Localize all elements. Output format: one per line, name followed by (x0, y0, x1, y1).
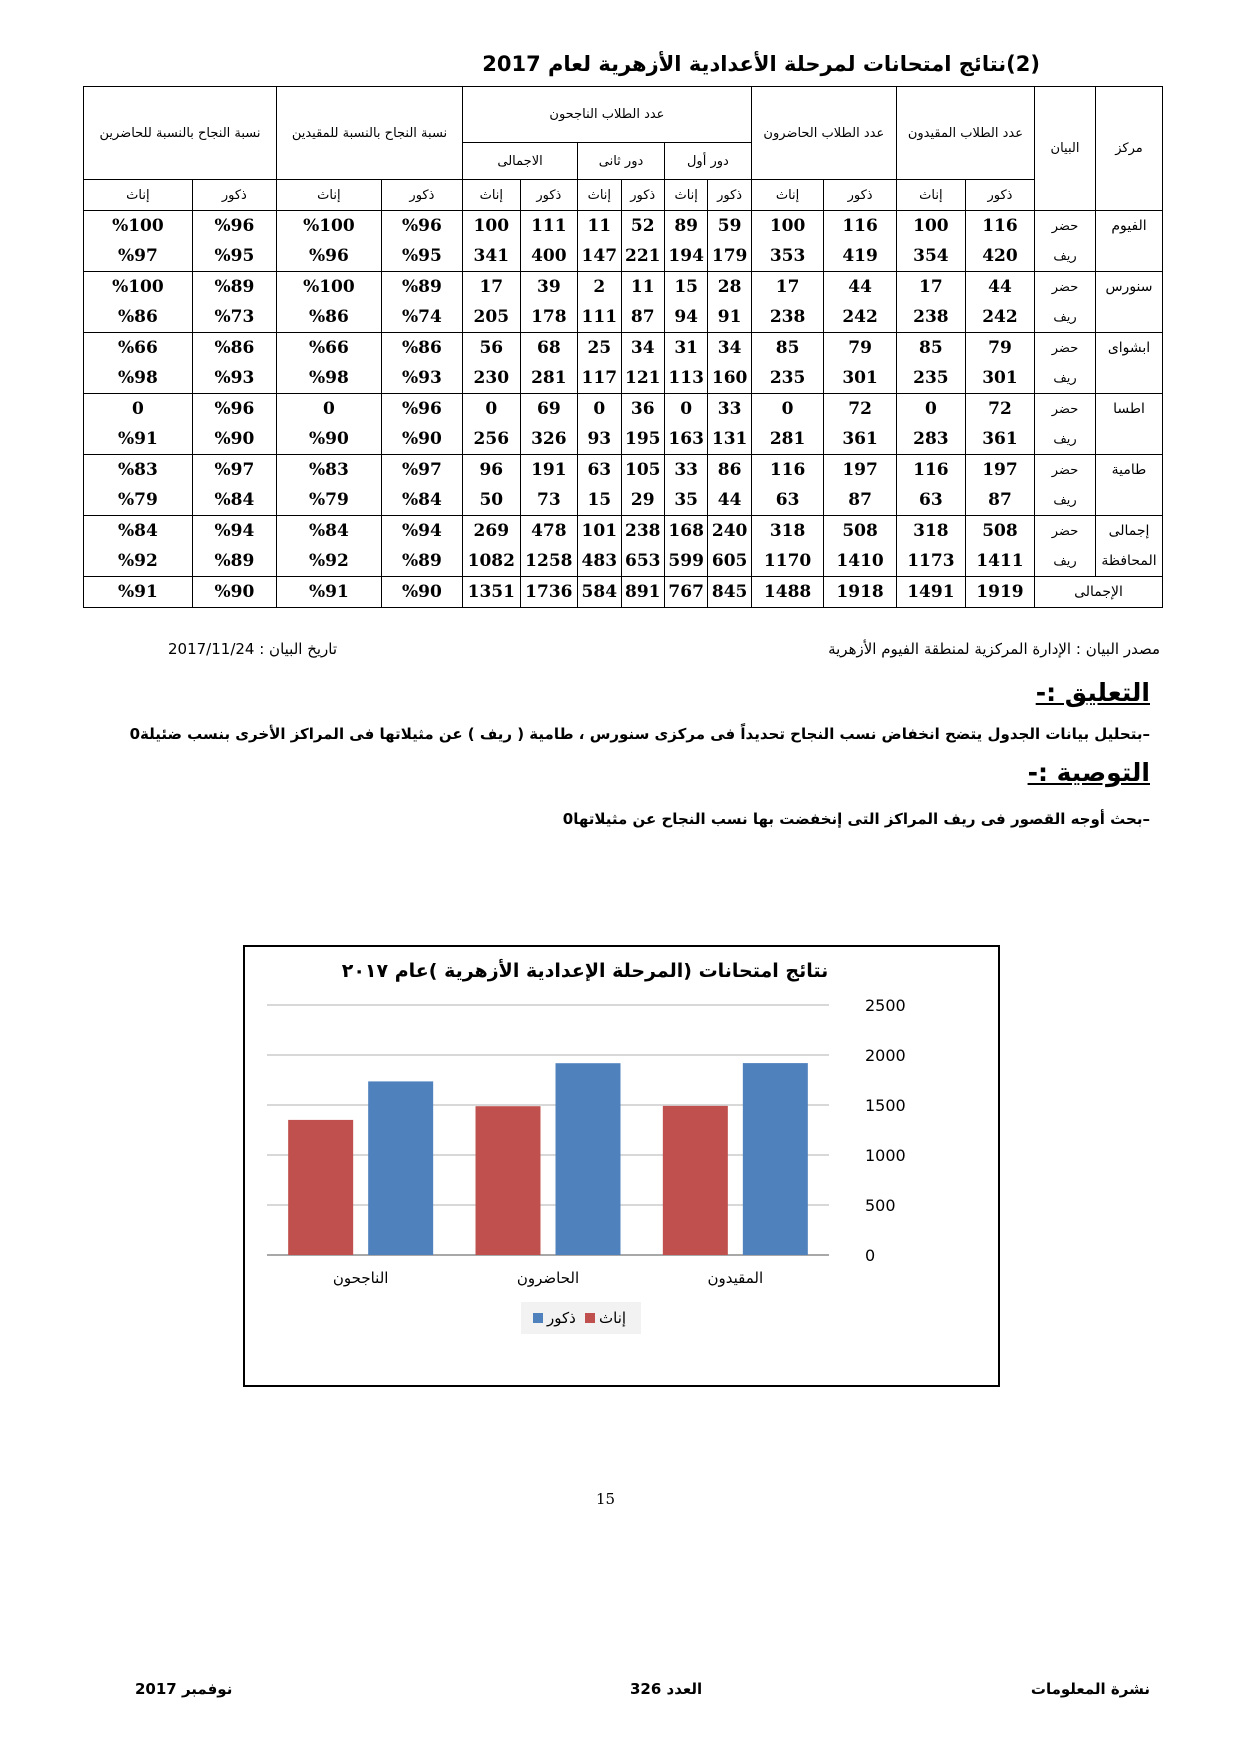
table-cell: %66 (84, 333, 193, 364)
table-cell: 72 (824, 394, 896, 425)
table-cell: 85 (896, 333, 965, 364)
table-cell: 353 (751, 241, 824, 272)
header-round1: دور أول (664, 143, 751, 180)
table-cell: %98 (276, 363, 381, 394)
table-cell: %73 (192, 302, 276, 333)
total-cell: %91 (276, 577, 381, 608)
data-date: تاريخ البيان : 2017/11/24 (168, 640, 338, 658)
table-cell: %93 (381, 363, 462, 394)
total-cell: 1919 (965, 577, 1034, 608)
footer-publication: نشرة المعلومات (1030, 1680, 1150, 1698)
table-cell: 131 (708, 424, 751, 455)
table-cell: 100 (896, 211, 965, 242)
bar-female (288, 1120, 353, 1255)
area-type: حضر (1035, 516, 1096, 547)
table-cell: 79 (965, 333, 1034, 364)
center-name: طامية (1096, 455, 1163, 486)
header-male: ذكور (381, 180, 462, 211)
table-cell: 29 (621, 485, 664, 516)
table-cell: %94 (381, 516, 462, 547)
total-cell: %90 (381, 577, 462, 608)
recommendation-text: –بحث أوجه القصور فى ريف المراكز التى إنخفضت بها نسب النجاح عن مثيلاتها0 (562, 810, 1150, 828)
total-row (84, 577, 1163, 608)
table-row (84, 302, 1163, 333)
table-cell: 116 (896, 455, 965, 486)
x-category-label: المقيدون (707, 1269, 764, 1287)
table-cell: 281 (520, 363, 578, 394)
table-cell: %74 (381, 302, 462, 333)
table-cell: 96 (463, 455, 521, 486)
table-cell: 33 (664, 455, 707, 486)
table-cell: 195 (621, 424, 664, 455)
total-cell: 845 (708, 577, 751, 608)
gender-header-row (84, 180, 1163, 211)
table-cell: 361 (965, 424, 1034, 455)
table-cell: 354 (896, 241, 965, 272)
header-bayan: البيان (1035, 87, 1096, 211)
footer-issue: العدد 326 (630, 1680, 703, 1698)
center-name: ابشواى (1096, 333, 1163, 364)
total-cell: 1488 (751, 577, 824, 608)
header-male: ذكور (520, 180, 578, 211)
header-female: إناث (751, 180, 824, 211)
table-cell: 197 (824, 455, 896, 486)
table-cell: 147 (578, 241, 621, 272)
center-name (1096, 302, 1163, 333)
header-present: عدد الطلاب الحاضرون (751, 87, 896, 180)
table-cell: %66 (276, 333, 381, 364)
table-row (84, 455, 1163, 486)
table-cell: 44 (965, 272, 1034, 303)
y-tick-label: 2500 (865, 996, 906, 1015)
table-cell: 73 (520, 485, 578, 516)
page-number: 15 (596, 1490, 616, 1508)
table-row (84, 485, 1163, 516)
center-name: إجمالى (1096, 516, 1163, 547)
header-male: ذكور (192, 180, 276, 211)
center-name: اطسا (1096, 394, 1163, 425)
table-row (84, 424, 1163, 455)
table-body (84, 211, 1163, 608)
table-cell: 301 (965, 363, 1034, 394)
table-cell: 0 (84, 394, 193, 425)
table-cell: %86 (84, 302, 193, 333)
table-cell: 281 (751, 424, 824, 455)
table-cell: 1173 (896, 546, 965, 577)
table-cell: 79 (824, 333, 896, 364)
table-cell: 93 (578, 424, 621, 455)
table-cell: %84 (276, 516, 381, 547)
table-cell: 34 (708, 333, 751, 364)
header-rate-present: نسبة النجاح بالنسبة للحاضرين (84, 87, 277, 180)
table-cell: %100 (84, 211, 193, 242)
center-name: المحافظة (1096, 546, 1163, 577)
header-female: إناث (276, 180, 381, 211)
table-cell: %94 (192, 516, 276, 547)
table-cell: 91 (708, 302, 751, 333)
table-cell: 113 (664, 363, 707, 394)
table-cell: 235 (751, 363, 824, 394)
table-cell: 50 (463, 485, 521, 516)
header-male: ذكور (965, 180, 1034, 211)
table-cell: 31 (664, 333, 707, 364)
table-cell: 15 (664, 272, 707, 303)
table-cell: 341 (463, 241, 521, 272)
table-cell: %97 (381, 455, 462, 486)
table-cell: 240 (708, 516, 751, 547)
bar-chart (243, 945, 1000, 1387)
comment-heading: التعليق :- (1035, 678, 1150, 707)
table-cell: 117 (578, 363, 621, 394)
table-cell: 63 (751, 485, 824, 516)
table-cell: 63 (896, 485, 965, 516)
area-type: حضر (1035, 394, 1096, 425)
bar-male (368, 1081, 433, 1255)
bar-male (556, 1063, 621, 1255)
table-cell: 256 (463, 424, 521, 455)
header-female: إناث (578, 180, 621, 211)
table-cell: 238 (621, 516, 664, 547)
table-row (84, 394, 1163, 425)
table-cell: %90 (381, 424, 462, 455)
area-type: ريف (1035, 485, 1096, 516)
header-round2: دور ثانى (578, 143, 665, 180)
footer-date: نوفمبر 2017 (135, 1680, 233, 1698)
table-cell: 179 (708, 241, 751, 272)
table-cell: %84 (84, 516, 193, 547)
legend-label-male: ذكور (547, 1309, 576, 1327)
table-cell: %83 (276, 455, 381, 486)
legend-label-female: إناث (599, 1309, 627, 1327)
area-type: حضر (1035, 211, 1096, 242)
table-cell: 326 (520, 424, 578, 455)
header-female: إناث (84, 180, 193, 211)
center-name (1096, 363, 1163, 394)
table-cell: 283 (896, 424, 965, 455)
table-cell: 168 (664, 516, 707, 547)
area-type: ريف (1035, 302, 1096, 333)
page-title: (2)نتائج امتحانات لمرحلة الأعدادية الأزهرية لعام 2017 (482, 52, 1040, 76)
table-cell: 400 (520, 241, 578, 272)
total-cell: %91 (84, 577, 193, 608)
table-cell: %97 (192, 455, 276, 486)
table-cell: %83 (84, 455, 193, 486)
table-cell: 301 (824, 363, 896, 394)
table-cell: %79 (276, 485, 381, 516)
center-name: الفيوم (1096, 211, 1163, 242)
table-cell: 269 (463, 516, 521, 547)
center-name (1096, 485, 1163, 516)
table-cell: 28 (708, 272, 751, 303)
y-tick-label: 500 (865, 1196, 896, 1215)
table-cell: 56 (463, 333, 521, 364)
table-cell: %86 (276, 302, 381, 333)
table-cell: 508 (824, 516, 896, 547)
table-cell: %84 (192, 485, 276, 516)
legend-swatch-male (533, 1313, 543, 1323)
total-label: الإجمالى (1035, 577, 1163, 608)
table-cell: 599 (664, 546, 707, 577)
header-passed: عدد الطلاب الناجحون (463, 87, 752, 143)
table-cell: 116 (824, 211, 896, 242)
x-category-label: الناجحون (332, 1269, 389, 1287)
table-cell: 2 (578, 272, 621, 303)
table-cell: 0 (276, 394, 381, 425)
center-name: سنورس (1096, 272, 1163, 303)
table-cell: 25 (578, 333, 621, 364)
table-cell: 160 (708, 363, 751, 394)
table-cell: 0 (664, 394, 707, 425)
table-cell: %92 (84, 546, 193, 577)
table-cell: 68 (520, 333, 578, 364)
table-cell: 0 (751, 394, 824, 425)
table-cell: 483 (578, 546, 621, 577)
y-tick-label: 1500 (865, 1096, 906, 1115)
table-cell: 1410 (824, 546, 896, 577)
table-cell: 1258 (520, 546, 578, 577)
area-type: ريف (1035, 241, 1096, 272)
table-cell: 1411 (965, 546, 1034, 577)
table-cell: 17 (463, 272, 521, 303)
table-cell: %79 (84, 485, 193, 516)
table-cell: 105 (621, 455, 664, 486)
table-cell: 238 (896, 302, 965, 333)
table-cell: 111 (520, 211, 578, 242)
table-row (84, 333, 1163, 364)
table-cell: %96 (381, 211, 462, 242)
table-cell: 35 (664, 485, 707, 516)
table-cell: 85 (751, 333, 824, 364)
area-type: حضر (1035, 455, 1096, 486)
center-name (1096, 424, 1163, 455)
table-cell: 163 (664, 424, 707, 455)
table-cell: 178 (520, 302, 578, 333)
table-cell: 242 (824, 302, 896, 333)
table-cell: 121 (621, 363, 664, 394)
table-cell: 0 (463, 394, 521, 425)
table-cell: 478 (520, 516, 578, 547)
total-cell: %90 (192, 577, 276, 608)
table-cell: 1082 (463, 546, 521, 577)
recommendation-heading: التوصية :- (1027, 758, 1150, 787)
table-row (84, 546, 1163, 577)
bar-male (743, 1063, 808, 1255)
table-cell: 94 (664, 302, 707, 333)
table-cell: 508 (965, 516, 1034, 547)
header-rate-enrolled: نسبة النجاح بالنسبة للمقيدين (276, 87, 462, 180)
table-cell: %96 (276, 241, 381, 272)
table-cell: 0 (896, 394, 965, 425)
table-cell: 101 (578, 516, 621, 547)
table-row (84, 211, 1163, 242)
area-type: حضر (1035, 272, 1096, 303)
table-cell: 86 (708, 455, 751, 486)
table-cell: 39 (520, 272, 578, 303)
comment-text: –بتحليل بيانات الجدول يتضح انخفاض نسب النجاح تحديداً فى مركزى سنورس ، طامية ( ريف ) عن مثيلاتها فى المراكز الأخرى بنسب ضئيلة0 (129, 725, 1150, 743)
table-cell: %92 (276, 546, 381, 577)
table-cell: 89 (664, 211, 707, 242)
y-tick-label: 1000 (865, 1146, 906, 1165)
table-cell: 11 (578, 211, 621, 242)
table-cell: 59 (708, 211, 751, 242)
total-cell: 1736 (520, 577, 578, 608)
table-cell: 194 (664, 241, 707, 272)
table-row (84, 272, 1163, 303)
table-cell: 111 (578, 302, 621, 333)
table-cell: 17 (896, 272, 965, 303)
x-category-label: الحاضرون (516, 1269, 580, 1287)
header-male: ذكور (824, 180, 896, 211)
table-cell: 116 (751, 455, 824, 486)
bar-female (663, 1106, 728, 1255)
table-cell: 1170 (751, 546, 824, 577)
center-name (1096, 241, 1163, 272)
table-cell: 238 (751, 302, 824, 333)
total-cell: 584 (578, 577, 621, 608)
header-total: الاجمالى (463, 143, 578, 180)
table-cell: %84 (381, 485, 462, 516)
table-cell: 318 (751, 516, 824, 547)
table-cell: %91 (84, 424, 193, 455)
table-cell: 116 (965, 211, 1034, 242)
y-tick-label: 2000 (865, 1046, 906, 1065)
table-cell: 605 (708, 546, 751, 577)
area-type: ريف (1035, 363, 1096, 394)
table-cell: 653 (621, 546, 664, 577)
area-type: ريف (1035, 546, 1096, 577)
total-cell: 891 (621, 577, 664, 608)
table-cell: 230 (463, 363, 521, 394)
total-cell: 1351 (463, 577, 521, 608)
table-cell: 44 (708, 485, 751, 516)
table-row (84, 241, 1163, 272)
table-cell: %95 (381, 241, 462, 272)
table-cell: 52 (621, 211, 664, 242)
table-cell: 100 (751, 211, 824, 242)
data-source: مصدر البيان : الإدارة المركزية لمنطقة الفيوم الأزهرية (828, 640, 1160, 658)
table-cell: %95 (192, 241, 276, 272)
header-male: ذكور (708, 180, 751, 211)
table-cell: 69 (520, 394, 578, 425)
bar-female (476, 1106, 541, 1255)
table-row (84, 516, 1163, 547)
header-female: إناث (664, 180, 707, 211)
table-cell: %100 (276, 211, 381, 242)
header-female: إناث (896, 180, 965, 211)
table-cell: 33 (708, 394, 751, 425)
table-cell: %89 (192, 546, 276, 577)
table-cell: 205 (463, 302, 521, 333)
table-cell: 17 (751, 272, 824, 303)
table-cell: 419 (824, 241, 896, 272)
table-cell: %86 (381, 333, 462, 364)
table-cell: %86 (192, 333, 276, 364)
total-cell: 1491 (896, 577, 965, 608)
table-cell: %96 (192, 211, 276, 242)
header-markaz: مركز (1096, 87, 1163, 211)
y-tick-label: 0 (865, 1246, 876, 1265)
table-cell: 87 (965, 485, 1034, 516)
table-cell: %100 (276, 272, 381, 303)
total-cell: 1918 (824, 577, 896, 608)
table-cell: 100 (463, 211, 521, 242)
table-cell: 44 (824, 272, 896, 303)
table-cell: %89 (192, 272, 276, 303)
results-table (83, 86, 1163, 608)
table-cell: %97 (84, 241, 193, 272)
table-cell: %89 (381, 272, 462, 303)
table-cell: 318 (896, 516, 965, 547)
chart-svg (245, 947, 998, 1385)
total-cell: 767 (664, 577, 707, 608)
table-cell: %96 (192, 394, 276, 425)
table-cell: 197 (965, 455, 1034, 486)
table-cell: 72 (965, 394, 1034, 425)
table-cell: 420 (965, 241, 1034, 272)
table-cell: 11 (621, 272, 664, 303)
table-cell: 15 (578, 485, 621, 516)
table-cell: %96 (381, 394, 462, 425)
table-cell: 0 (578, 394, 621, 425)
table-cell: 235 (896, 363, 965, 394)
table-cell: %90 (192, 424, 276, 455)
table-cell: 191 (520, 455, 578, 486)
table-cell: %100 (84, 272, 193, 303)
area-type: حضر (1035, 333, 1096, 364)
table-cell: %90 (276, 424, 381, 455)
table-cell: 361 (824, 424, 896, 455)
table-row (84, 363, 1163, 394)
table-cell: 63 (578, 455, 621, 486)
area-type: ريف (1035, 424, 1096, 455)
table-cell: 87 (621, 302, 664, 333)
table-cell: 87 (824, 485, 896, 516)
table-cell: 221 (621, 241, 664, 272)
table-cell: 36 (621, 394, 664, 425)
header-enrolled: عدد الطلاب المقيدون (896, 87, 1034, 180)
table-cell: %89 (381, 546, 462, 577)
table-cell: 34 (621, 333, 664, 364)
table-cell: %98 (84, 363, 193, 394)
chart-title: نتائج امتحانات (المرحلة الإعدادية الأزهرية )عام ٢٠١٧ (341, 960, 829, 982)
legend-swatch-female (585, 1313, 595, 1323)
table-cell: %93 (192, 363, 276, 394)
table-cell: 242 (965, 302, 1034, 333)
header-male: ذكور (621, 180, 664, 211)
header-female: إناث (463, 180, 521, 211)
